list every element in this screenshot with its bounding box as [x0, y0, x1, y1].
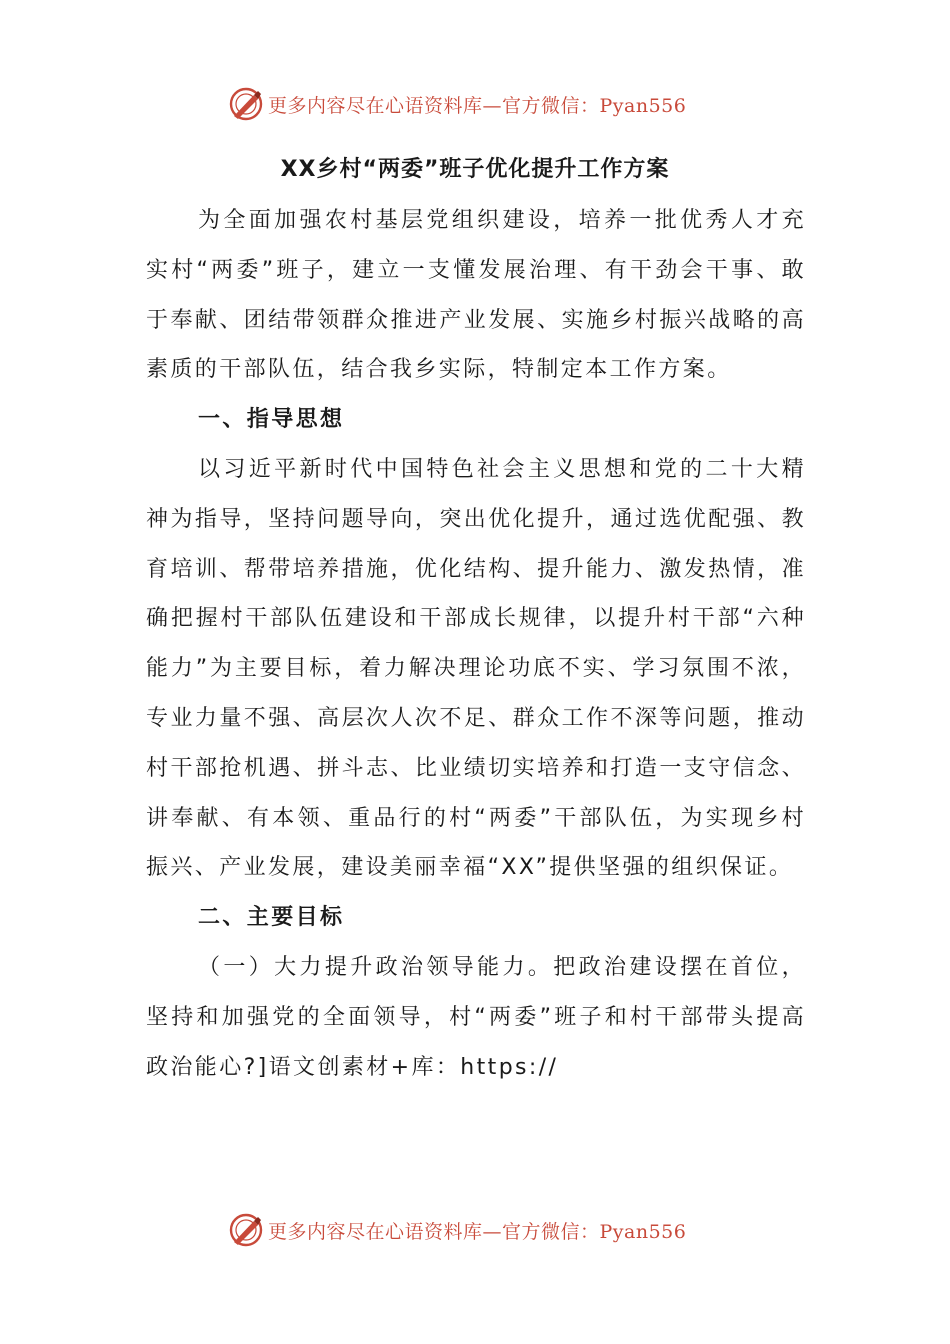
section2-heading: 二、主要目标 — [198, 905, 345, 931]
section1-paragraph: 以习近平新时代中国特色社会主义思想和党的二十大精神为指导，坚持问题导向，突出优化提升，通过选优配强、教育培训、帮带培养措施，优化结构、提升能力、激发热情，准确把握村干部队伍建设和干部成长规律，以提升村干部“六种能力”为主要目标，着力解决理论功底不实、学习氛围不浓，专业力量不强、高层次人次不足、群众工作不深等问题，推动村干部抢机遇、拼斗志、比业绩切实培养和打造一支守信念、讲奉献、有本领、重品行的村“两委”干部队伍，为实现乡村振兴、产业发展，建设美丽幸福“XX”提供坚强的组织保证。 — [146, 456, 806, 881]
watermark-banner-top — [228, 86, 686, 122]
banner-text: 更多内容尽在心语资料库—官方微信：Pyan556 — [268, 94, 687, 117]
document-title: XX乡村“两委”班子优化提升工作方案 — [280, 157, 670, 182]
pen-seal-logo-icon — [228, 86, 264, 122]
banner-text: 更多内容尽在心语资料库—官方微信：Pyan556 — [268, 1220, 687, 1243]
pen-seal-logo-icon — [228, 1212, 264, 1248]
document-body — [146, 196, 806, 1092]
watermark-banner-bottom — [228, 1212, 686, 1248]
section2-item1: （一）大力提升政治领导能力。把政治建设摆在首位，坚持和加强党的全面领导，村“两委”班子和村干部带头提高政治能心?]语文创素材+库：https:// — [146, 954, 806, 1080]
section1-heading: 一、指导思想 — [198, 407, 345, 433]
intro-paragraph: 为全面加强农村基层党组织建设，培养一批优秀人才充实村“两委”班子，建立一支懂发展治理、有干劲会干事、敢于奉献、团结带领群众推进产业发展、实施乡村振兴战略的高素质的干部队伍，结合我乡实际，特制定本工作方案。 — [146, 208, 806, 383]
